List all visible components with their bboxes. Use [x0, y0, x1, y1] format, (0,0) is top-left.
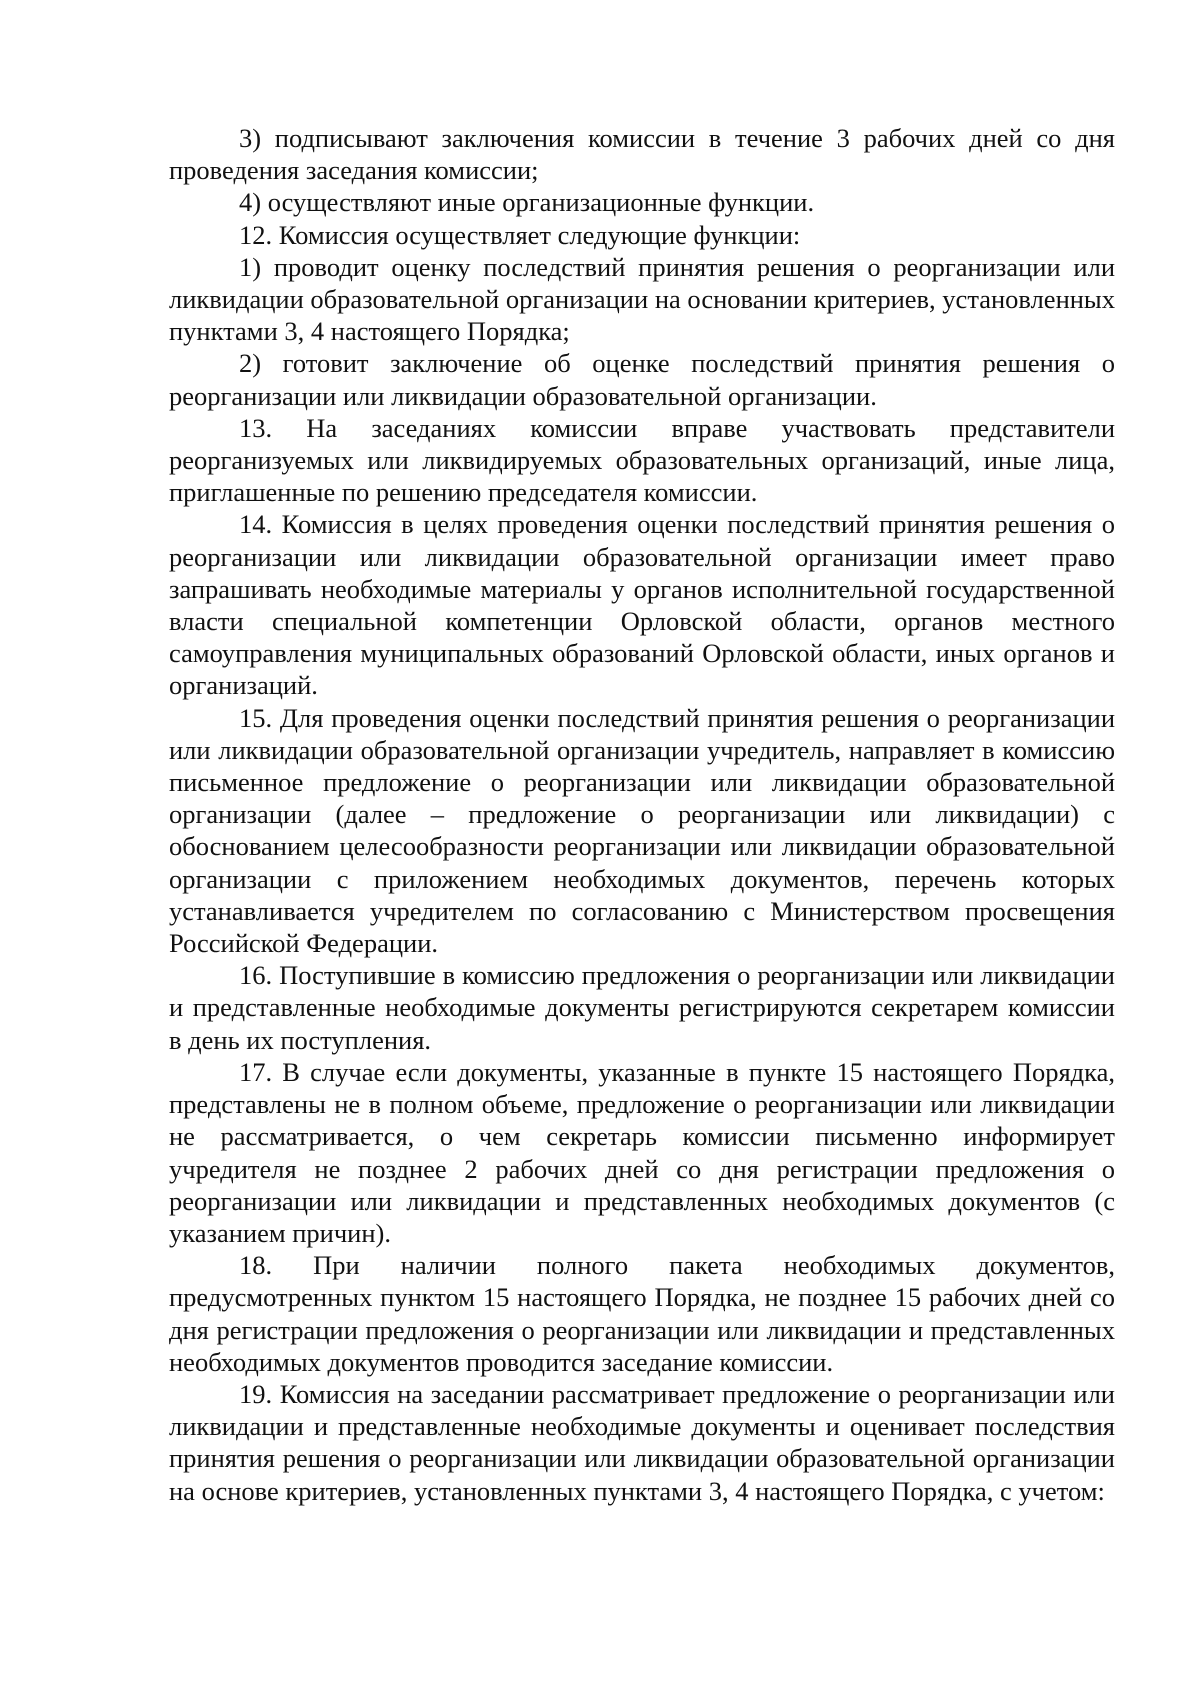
- paragraph-19: 19. Комиссия на заседании рассматривает предложение о реорганизации или ликвидации и представленные необходимые документы и оценивает последствия принятия решения о реорганизации или ликвидации образовательной организации на основе критериев, установленных пунктами 3, 4 настоящего Порядка, с учетом:: [169, 1378, 1115, 1506]
- paragraph-15: 15. Для проведения оценки последствий принятия решения о реорганизации или ликвидации образовательной организации учредитель, направляет в комиссию письменное предложение о реорганизации или ликвидации образовательной организации (далее – предложение о реорганизации или ликвидации) с обоснованием целесообразности реорганизации или ликвидации образовательной организации с приложением необходимых документов, перечень которых устанавливается учредителем по согласованию с Министерством просвещения Российской Федерации.: [169, 702, 1115, 959]
- document-page: [169, 122, 1115, 1507]
- paragraph-12-item-1: 1) проводит оценку последствий принятия решения о реорганизации или ликвидации образовательной организации на основании критериев, установленных пунктами 3, 4 настоящего Порядка;: [169, 251, 1115, 347]
- paragraph-14: 14. Комиссия в целях проведения оценки последствий принятия решения о реорганизации или ликвидации образовательной организации имеет право запрашивать необходимые материалы у органов исполнительной государственной власти специальной компетенции Орловской области, органов местного самоуправления муниципальных образований Орловской области, иных органов и организаций.: [169, 509, 1115, 701]
- paragraph-item-4: 4) осуществляют иные организационные функции.: [239, 187, 815, 218]
- paragraph-18: 18. При наличии полного пакета необходимых документов, предусмотренных пунктом 15 настоящего Порядка, не позднее 15 рабочих дней со дня регистрации предложения о реорганизации или ликвидации и представленных необходимых документов проводится заседание комиссии.: [169, 1250, 1115, 1377]
- paragraph-item-3: 3) подписывают заключения комиссии в течение 3 рабочих дней со дня проведения заседания комиссии;: [169, 123, 1115, 186]
- paragraph-12-item-2: 2) готовит заключение об оценке последствий принятия решения о реорганизации или ликвидации образовательной организации.: [169, 348, 1115, 411]
- paragraph-12: 12. Комиссия осуществляет следующие функции:: [239, 219, 801, 250]
- paragraph-16: 16. Поступившие в комиссию предложения о реорганизации или ликвидации и представленные необходимые документы регистрируются секретарем комиссии в день их поступления.: [169, 960, 1115, 1055]
- paragraph-17: 17. В случае если документы, указанные в пункте 15 настоящего Порядка, представлены не в полном объеме, предложение о реорганизации или ликвидации не рассматривается, о чем секретарь комиссии письменно информирует учредителя не позднее 2 рабочих дней со дня регистрации предложения о реорганизации или ликвидации и представленных необходимых документов (с указанием причин).: [169, 1056, 1115, 1248]
- paragraph-13: 13. На заседаниях комиссии вправе участвовать представители реорганизуемых или ликвидируемых образовательных организаций, иные лица, приглашенные по решению председателя комиссии.: [169, 412, 1115, 508]
